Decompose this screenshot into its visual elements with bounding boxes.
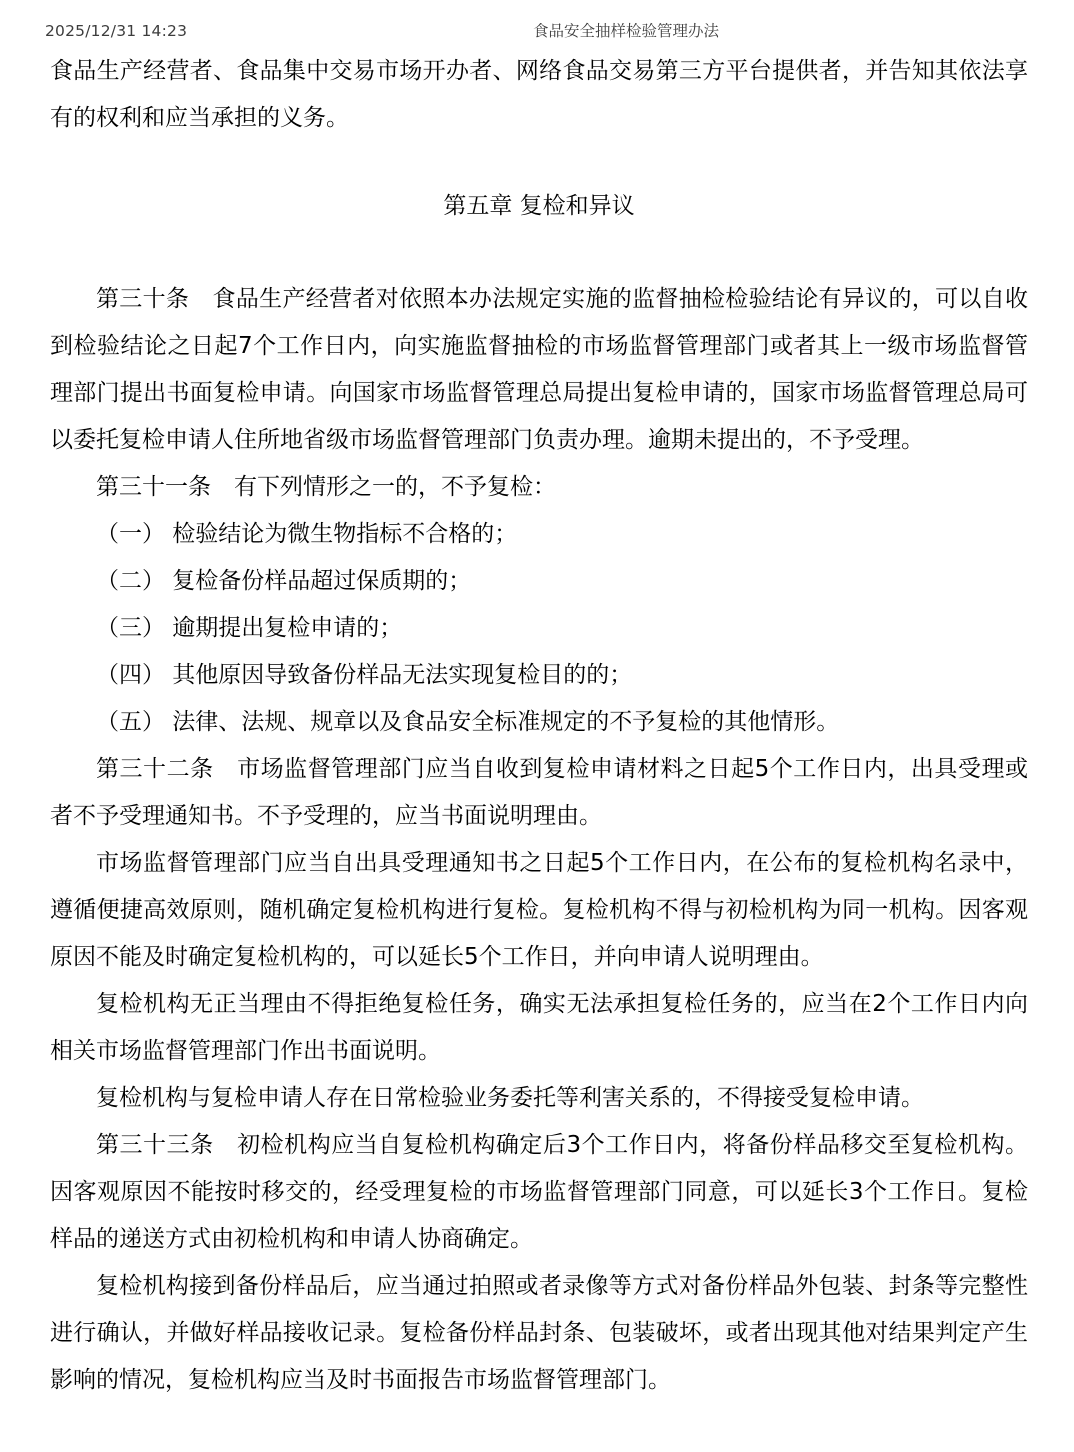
article-31-list-item-2: （二） 复检备份样品超过保质期的；	[96, 568, 472, 594]
article-32-paragraph-1: 第三十二条 市场监督管理部门应当自收到复检申请材料之日起5个工作日内，出具受理或者不予受理通知书。不予受理的，应当书面说明理由。	[50, 756, 1028, 829]
article-33-paragraph-2-sample-receipt: 复检机构接到备份样品后，应当通过拍照或者录像等方式对备份样品外包装、封条等完整性进行确认，并做好样品接收记录。复检备份样品封条、包装破坏，或者出现其他对结果判定产生影响的情况，复检机构应当及时书面报告市场监督管理部门。	[50, 1273, 1028, 1393]
article-31-list-item-3: （三） 逾期提出复检申请的；	[96, 615, 403, 641]
print-page-header	[0, 22, 1074, 46]
chapter-heading-five: 第五章 复检和异议	[443, 193, 635, 219]
article-33-paragraph-1-sample-transfer: 第三十三条 初检机构应当自复检机构确定后3个工作日内，将备份样品移交至复检机构。因客观原因不能按时移交的，经受理复检的市场监督管理部门同意，可以延长3个工作日。复检样品的递送方式由初检机构和申请人协商确定。	[50, 1132, 1028, 1252]
article-32-paragraph-3-refusal-explanation: 复检机构无正当理由不得拒绝复检任务，确实无法承担复检任务的，应当在2个工作日内向相关市场监督管理部门作出书面说明。	[50, 991, 1028, 1064]
article-31-intro: 第三十一条 有下列情形之一的，不予复检：	[96, 474, 556, 500]
article-32-paragraph-4-conflict-of-interest: 复检机构与复检申请人存在日常检验业务委托等利害关系的，不得接受复检申请。	[96, 1085, 924, 1111]
article-31-list-item-5: （五） 法律、法规、规章以及食品安全标准规定的不予复检的其他情形。	[96, 709, 840, 735]
article-31-list-item-1: （一） 检验结论为微生物指标不合格的；	[96, 521, 518, 547]
header-datetime: 2025/12/31 14:23	[45, 22, 188, 40]
document-body	[50, 48, 1028, 1404]
article-30-paragraph: 第三十条 食品生产经营者对依照本办法规定实施的监督抽检检验结论有异议的，可以自收到检验结论之日起7个工作日内，向实施监督抽检的市场监督管理部门或者其上一级市场监督管理部门提出书面复检申请。向国家市场监督管理总局提出复检申请的，国家市场监督管理总局可以委托复检申请人住所地省级市场监督管理部门负责办理。逾期未提出的，不予受理。	[50, 286, 1028, 453]
paragraph-continuation-notify-rights: 食品生产经营者、食品集中交易市场开办者、网络食品交易第三方平台提供者，并告知其依法享有的权利和应当承担的义务。	[50, 58, 1028, 131]
header-document-title: 食品安全抽样检验管理办法	[533, 22, 720, 40]
article-32-paragraph-2-agency-selection: 市场监督管理部门应当自出具受理通知书之日起5个工作日内，在公布的复检机构名录中，遵循便捷高效原则，随机确定复检机构进行复检。复检机构不得与初检机构为同一机构。因客观原因不能及时确定复检机构的，可以延长5个工作日，并向申请人说明理由。	[50, 850, 1028, 970]
article-31-list-item-4: （四） 其他原因导致备份样品无法实现复检目的的；	[96, 662, 633, 688]
